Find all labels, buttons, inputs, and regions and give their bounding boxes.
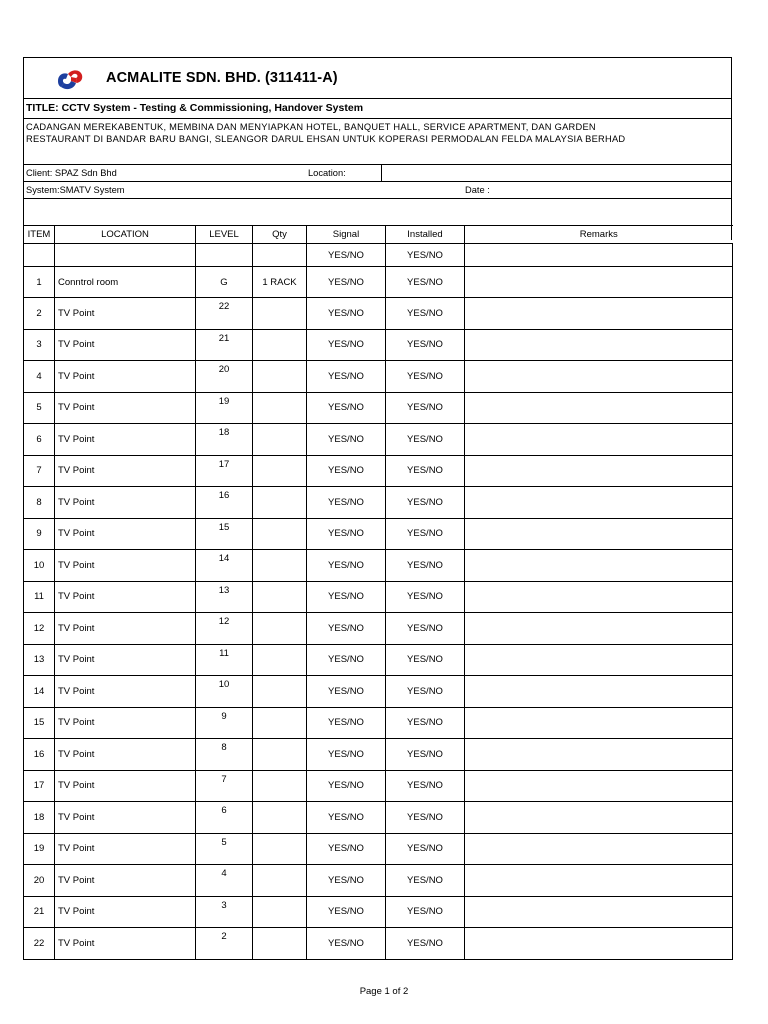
location-cell: Conntrol room	[55, 267, 196, 298]
signal-cell: YES/NO	[307, 770, 386, 802]
qty-cell	[253, 928, 307, 960]
qty-cell	[253, 802, 307, 834]
remarks-cell[interactable]	[465, 455, 733, 487]
item-cell: 10	[24, 550, 55, 582]
qty-cell: 1 RACK	[253, 267, 307, 298]
level-cell	[196, 392, 253, 424]
level-cell	[196, 928, 253, 960]
qty-cell	[253, 518, 307, 550]
installed-cell: YES/NO	[386, 487, 465, 519]
level-cell	[196, 833, 253, 865]
level-cell	[196, 424, 253, 456]
col-remarks: Remarks	[465, 226, 733, 244]
installed-cell: YES/NO	[386, 865, 465, 897]
item-cell: 20	[24, 865, 55, 897]
level-cell	[196, 644, 253, 676]
qty-cell	[253, 676, 307, 708]
level-cell	[196, 770, 253, 802]
level-value: 21	[218, 332, 230, 344]
empty-cell	[465, 244, 733, 267]
table-row	[24, 928, 733, 960]
col-level: LEVEL	[196, 226, 253, 244]
remarks-cell[interactable]	[465, 928, 733, 960]
remarks-cell[interactable]	[465, 613, 733, 645]
location-label: Location:	[308, 168, 346, 178]
level-value: 13	[218, 584, 230, 596]
project-line-1: CADANGAN MEREKABENTUK, MEMBINA DAN MENYIAPKAN HOTEL, BANQUET HALL, SERVICE APARTMENT, DAN GARDEN	[26, 122, 596, 132]
table-row	[24, 676, 733, 708]
signal-cell: YES/NO	[307, 802, 386, 834]
remarks-cell[interactable]	[465, 676, 733, 708]
company-name: ACMALITE SDN. BHD. (311411-A)	[106, 70, 338, 86]
level-cell	[196, 329, 253, 361]
location-cell: TV Point	[55, 361, 196, 393]
level-value: 4	[221, 868, 227, 879]
remarks-cell[interactable]	[465, 644, 733, 676]
remarks-cell[interactable]	[465, 424, 733, 456]
empty-cell	[253, 244, 307, 267]
qty-cell	[253, 487, 307, 519]
remarks-cell[interactable]	[465, 770, 733, 802]
installed-cell: YES/NO	[386, 550, 465, 582]
item-cell: 7	[24, 455, 55, 487]
qty-cell	[253, 613, 307, 645]
item-cell: 15	[24, 707, 55, 739]
installed-cell: YES/NO	[386, 298, 465, 330]
level-cell: G	[196, 267, 253, 298]
table-row	[24, 707, 733, 739]
remarks-cell[interactable]	[465, 392, 733, 424]
location-cell: TV Point	[55, 644, 196, 676]
qty-cell	[253, 361, 307, 393]
level-value: 14	[218, 553, 230, 564]
location-cell: TV Point	[55, 896, 196, 928]
table-header	[24, 226, 733, 244]
level-value: 12	[218, 616, 230, 627]
qty-cell	[253, 455, 307, 487]
qty-cell	[253, 770, 307, 802]
remarks-cell[interactable]	[465, 739, 733, 771]
item-cell: 19	[24, 833, 55, 865]
signal-cell: YES/NO	[307, 267, 386, 298]
signal-cell: YES/NO	[307, 644, 386, 676]
location-cell: TV Point	[55, 676, 196, 708]
acmalite-logo-icon	[55, 67, 85, 93]
client-row	[23, 164, 732, 181]
table-row	[24, 770, 733, 802]
level-cell	[196, 802, 253, 834]
installed-cell: YES/NO	[386, 928, 465, 960]
empty-cell	[55, 244, 196, 267]
qty-cell	[253, 581, 307, 613]
qty-cell	[253, 550, 307, 582]
table-row	[24, 802, 733, 834]
item-cell: 18	[24, 802, 55, 834]
level-value: 19	[218, 395, 230, 407]
qty-cell	[253, 707, 307, 739]
remarks-cell[interactable]	[465, 707, 733, 739]
signal-subheader: YES/NO	[307, 244, 386, 267]
installed-cell: YES/NO	[386, 361, 465, 393]
table-row	[24, 424, 733, 456]
system-field: System:SMATV System	[26, 185, 125, 195]
item-cell: 21	[24, 896, 55, 928]
signal-cell: YES/NO	[307, 455, 386, 487]
page-number: Page 1 of 2	[359, 986, 409, 997]
project-line-2: RESTAURANT DI BANDAR BARU BANGI, SLEANGOR DARUL EHSAN UNTUK KOPERASI PERMODALAN FELDA MALAYSIA BERHAD	[26, 134, 626, 144]
signal-cell: YES/NO	[307, 581, 386, 613]
level-value: 2	[221, 931, 227, 942]
level-value: 7	[221, 773, 227, 785]
qty-cell	[253, 739, 307, 771]
col-qty: Qty	[253, 226, 307, 244]
level-value: 3	[221, 899, 227, 911]
location-cell: TV Point	[55, 802, 196, 834]
remarks-cell[interactable]	[465, 581, 733, 613]
location-cell: TV Point	[55, 424, 196, 456]
table-subheader	[24, 244, 733, 267]
location-cell: TV Point	[55, 550, 196, 582]
installed-cell: YES/NO	[386, 644, 465, 676]
level-value: 22	[218, 301, 230, 312]
level-value: 6	[221, 805, 227, 816]
level-cell	[196, 896, 253, 928]
installed-cell: YES/NO	[386, 267, 465, 298]
signal-cell: YES/NO	[307, 613, 386, 645]
signal-cell: YES/NO	[307, 361, 386, 393]
location-cell: TV Point	[55, 455, 196, 487]
installed-cell: YES/NO	[386, 581, 465, 613]
installed-cell: YES/NO	[386, 896, 465, 928]
level-cell	[196, 739, 253, 771]
location-cell: TV Point	[55, 392, 196, 424]
level-value: 9	[221, 710, 227, 722]
installed-cell: YES/NO	[386, 739, 465, 771]
location-cell: TV Point	[55, 298, 196, 330]
signal-cell: YES/NO	[307, 487, 386, 519]
form-sheet	[23, 57, 732, 240]
level-value: 16	[218, 490, 230, 501]
table-row	[24, 833, 733, 865]
level-value: 5	[221, 836, 227, 848]
item-cell: 17	[24, 770, 55, 802]
table-row	[24, 392, 733, 424]
company-header	[23, 57, 732, 98]
level-cell	[196, 455, 253, 487]
item-cell: 3	[24, 329, 55, 361]
remarks-cell[interactable]	[465, 298, 733, 330]
signal-cell: YES/NO	[307, 739, 386, 771]
remarks-cell[interactable]	[465, 550, 733, 582]
qty-cell	[253, 865, 307, 897]
location-cell: TV Point	[55, 487, 196, 519]
remarks-cell[interactable]	[465, 329, 733, 361]
installed-cell: YES/NO	[386, 802, 465, 834]
item-cell: 11	[24, 581, 55, 613]
level-cell	[196, 518, 253, 550]
installed-cell: YES/NO	[386, 424, 465, 456]
item-cell: 1	[24, 267, 55, 298]
table-row	[24, 455, 733, 487]
location-cell: TV Point	[55, 770, 196, 802]
qty-cell	[253, 833, 307, 865]
form-title: TITLE: CCTV System - Testing & Commissioning, Handover System	[23, 98, 732, 118]
level-cell	[196, 581, 253, 613]
remarks-cell[interactable]	[465, 833, 733, 865]
signal-cell: YES/NO	[307, 865, 386, 897]
installed-cell: YES/NO	[386, 392, 465, 424]
level-cell	[196, 298, 253, 330]
remarks-cell[interactable]	[465, 865, 733, 897]
table-row	[24, 298, 733, 330]
signal-cell: YES/NO	[307, 424, 386, 456]
table-row	[24, 518, 733, 550]
signal-cell: YES/NO	[307, 833, 386, 865]
qty-cell	[253, 298, 307, 330]
level-cell	[196, 676, 253, 708]
level-cell	[196, 361, 253, 393]
installed-cell: YES/NO	[386, 329, 465, 361]
remarks-cell[interactable]	[465, 487, 733, 519]
empty-cell	[24, 244, 55, 267]
installed-subheader: YES/NO	[386, 244, 465, 267]
item-cell: 14	[24, 676, 55, 708]
location-cell: TV Point	[55, 865, 196, 897]
location-cell: TV Point	[55, 581, 196, 613]
level-cell	[196, 613, 253, 645]
location-cell: TV Point	[55, 739, 196, 771]
location-cell: TV Point	[55, 833, 196, 865]
item-cell: 13	[24, 644, 55, 676]
table-row	[24, 739, 733, 771]
installed-cell: YES/NO	[386, 455, 465, 487]
col-installed: Installed	[386, 226, 465, 244]
checklist-table	[23, 225, 733, 960]
installed-cell: YES/NO	[386, 707, 465, 739]
signal-cell: YES/NO	[307, 392, 386, 424]
signal-cell: YES/NO	[307, 518, 386, 550]
table-row	[24, 361, 733, 393]
qty-cell	[253, 644, 307, 676]
item-cell: 22	[24, 928, 55, 960]
signal-cell: YES/NO	[307, 329, 386, 361]
item-cell: 6	[24, 424, 55, 456]
project-description	[23, 118, 732, 164]
remarks-cell[interactable]	[465, 896, 733, 928]
level-value: 18	[218, 427, 230, 438]
table-row	[24, 613, 733, 645]
empty-cell	[196, 244, 253, 267]
installed-cell: YES/NO	[386, 613, 465, 645]
location-cell: TV Point	[55, 707, 196, 739]
table-row	[24, 896, 733, 928]
location-cell: TV Point	[55, 613, 196, 645]
qty-cell	[253, 392, 307, 424]
qty-cell	[253, 424, 307, 456]
table-row	[24, 581, 733, 613]
table-row	[24, 329, 733, 361]
installed-cell: YES/NO	[386, 676, 465, 708]
table-row	[24, 865, 733, 897]
col-signal: Signal	[307, 226, 386, 244]
level-value: 15	[218, 521, 230, 533]
level-value: 17	[218, 458, 230, 470]
signal-cell: YES/NO	[307, 298, 386, 330]
item-cell: 9	[24, 518, 55, 550]
signal-cell: YES/NO	[307, 676, 386, 708]
level-value: 11	[219, 647, 229, 659]
qty-cell	[253, 329, 307, 361]
location-cell: TV Point	[55, 329, 196, 361]
item-cell: 5	[24, 392, 55, 424]
divider	[381, 165, 382, 181]
level-cell	[196, 550, 253, 582]
installed-cell: YES/NO	[386, 518, 465, 550]
client-field: Client: SPAZ Sdn Bhd	[26, 168, 117, 178]
installed-cell: YES/NO	[386, 770, 465, 802]
qty-cell	[253, 896, 307, 928]
location-cell: TV Point	[55, 928, 196, 960]
signal-cell: YES/NO	[307, 707, 386, 739]
table-row	[24, 487, 733, 519]
table-row	[24, 644, 733, 676]
remarks-cell[interactable]	[465, 802, 733, 834]
level-cell	[196, 707, 253, 739]
item-cell: 4	[24, 361, 55, 393]
level-value: 10	[218, 679, 230, 690]
table-row	[24, 267, 733, 298]
remarks-cell[interactable]	[465, 361, 733, 393]
signal-cell: YES/NO	[307, 928, 386, 960]
level-value: 8	[221, 742, 227, 753]
system-row	[23, 181, 732, 198]
item-cell: 12	[24, 613, 55, 645]
level-value: 20	[218, 364, 230, 375]
item-cell: 16	[24, 739, 55, 771]
table-row	[24, 550, 733, 582]
remarks-cell[interactable]	[465, 267, 733, 298]
col-location: LOCATION	[55, 226, 196, 244]
signal-cell: YES/NO	[307, 550, 386, 582]
location-cell: TV Point	[55, 518, 196, 550]
item-cell: 2	[24, 298, 55, 330]
col-item: ITEM	[24, 226, 55, 244]
signal-cell: YES/NO	[307, 896, 386, 928]
level-cell	[196, 487, 253, 519]
date-label: Date :	[465, 185, 490, 195]
installed-cell: YES/NO	[386, 833, 465, 865]
level-cell	[196, 865, 253, 897]
remarks-cell[interactable]	[465, 518, 733, 550]
item-cell: 8	[24, 487, 55, 519]
